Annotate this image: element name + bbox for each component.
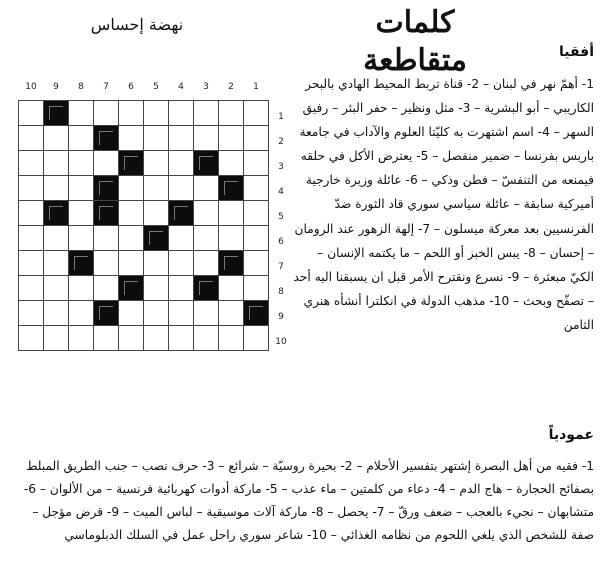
grid-cell[interactable] <box>19 226 44 251</box>
grid-cell[interactable] <box>244 251 269 276</box>
grid-cell[interactable] <box>144 151 169 176</box>
grid-cell[interactable] <box>44 151 69 176</box>
grid-cell[interactable] <box>144 326 169 351</box>
grid-cell[interactable] <box>169 251 194 276</box>
grid-cell[interactable] <box>219 326 244 351</box>
grid-cell[interactable] <box>219 301 244 326</box>
grid-cell[interactable] <box>119 301 144 326</box>
grid-cell[interactable] <box>169 326 194 351</box>
grid-cell[interactable] <box>94 251 119 276</box>
column-number: 7 <box>103 82 109 92</box>
grid-cell[interactable] <box>144 176 169 201</box>
grid-cell-black <box>119 276 144 301</box>
column-numbers <box>12 80 272 94</box>
grid-cell[interactable] <box>69 201 94 226</box>
grid-cell[interactable] <box>219 226 244 251</box>
grid-cell[interactable] <box>194 176 219 201</box>
grid-cell[interactable] <box>219 276 244 301</box>
column-number: 4 <box>178 82 184 92</box>
grid-cell-black <box>244 301 269 326</box>
grid-cell[interactable] <box>144 126 169 151</box>
grid-cell[interactable] <box>219 126 244 151</box>
column-number: 6 <box>128 82 134 92</box>
column-number: 9 <box>53 82 59 92</box>
grid-cell-black <box>119 151 144 176</box>
page-title: كلمات متقاطعة <box>363 5 467 78</box>
grid-cell-black <box>219 176 244 201</box>
grid-cell[interactable] <box>119 176 144 201</box>
grid-cell[interactable] <box>119 101 144 126</box>
grid-cell-black <box>194 276 219 301</box>
grid-cell[interactable] <box>169 126 194 151</box>
grid-cell[interactable] <box>69 176 94 201</box>
grid-cell[interactable] <box>169 226 194 251</box>
grid-cell[interactable] <box>119 251 144 276</box>
grid-cell[interactable] <box>119 326 144 351</box>
grid-cell[interactable] <box>94 151 119 176</box>
grid-cell[interactable] <box>19 201 44 226</box>
grid-cell[interactable] <box>169 301 194 326</box>
grid-cell[interactable] <box>44 251 69 276</box>
grid-cell[interactable] <box>19 126 44 151</box>
grid-cell[interactable] <box>19 151 44 176</box>
grid-cell[interactable] <box>244 326 269 351</box>
grid-cell[interactable] <box>19 326 44 351</box>
grid-cell[interactable] <box>94 101 119 126</box>
grid-cell[interactable] <box>19 101 44 126</box>
grid-cell-black <box>144 226 169 251</box>
grid-cell[interactable] <box>244 176 269 201</box>
column-number: 3 <box>203 82 209 92</box>
grid-cell[interactable] <box>69 151 94 176</box>
grid-cell-black <box>44 201 69 226</box>
grid-cell[interactable] <box>19 251 44 276</box>
grid-cell[interactable] <box>194 251 219 276</box>
column-number: 1 <box>253 82 259 92</box>
grid-cell[interactable] <box>144 251 169 276</box>
row-number: 10 <box>275 337 287 347</box>
grid-cell[interactable] <box>69 276 94 301</box>
grid-cell-black <box>94 126 119 151</box>
grid-cell[interactable] <box>94 276 119 301</box>
across-heading: أفقيا <box>558 44 594 60</box>
grid-cell[interactable] <box>19 276 44 301</box>
grid-cell-black <box>69 251 94 276</box>
grid-cell[interactable] <box>244 126 269 151</box>
grid-cell[interactable] <box>219 101 244 126</box>
column-number: 10 <box>25 82 37 92</box>
grid-cell[interactable] <box>219 151 244 176</box>
grid-cell[interactable] <box>194 101 219 126</box>
grid-cell[interactable] <box>194 301 219 326</box>
grid-cell[interactable] <box>94 326 119 351</box>
grid-cell[interactable] <box>144 276 169 301</box>
grid-cell-black <box>94 201 119 226</box>
grid-cell[interactable] <box>69 301 94 326</box>
grid-cell[interactable] <box>69 101 94 126</box>
grid-cell[interactable] <box>144 201 169 226</box>
grid-cell[interactable] <box>194 201 219 226</box>
grid-cell[interactable] <box>244 226 269 251</box>
grid-cell[interactable] <box>244 101 269 126</box>
row-number: 9 <box>278 312 284 322</box>
grid-cell[interactable] <box>244 276 269 301</box>
grid-cell[interactable] <box>194 326 219 351</box>
grid-cell[interactable] <box>44 301 69 326</box>
grid-cell-black <box>94 301 119 326</box>
grid-cell[interactable] <box>44 276 69 301</box>
crossword-grid[interactable] <box>18 100 269 351</box>
grid-cell[interactable] <box>169 151 194 176</box>
grid-cell[interactable] <box>69 126 94 151</box>
grid-cell[interactable] <box>19 176 44 201</box>
grid-cell[interactable] <box>169 176 194 201</box>
grid-cell[interactable] <box>169 101 194 126</box>
grid-cell[interactable] <box>69 226 94 251</box>
grid-cell[interactable] <box>244 151 269 176</box>
grid-cell[interactable] <box>44 226 69 251</box>
grid-cell[interactable] <box>169 276 194 301</box>
author-name: نهضة إحساس <box>90 15 184 34</box>
grid-cell[interactable] <box>69 326 94 351</box>
row-number: 3 <box>278 162 284 172</box>
grid-cell[interactable] <box>44 176 69 201</box>
grid-cell-black <box>169 201 194 226</box>
row-number: 8 <box>278 287 284 297</box>
grid-cell[interactable] <box>194 126 219 151</box>
grid-cell[interactable] <box>94 226 119 251</box>
down-heading: عمودياً <box>548 427 594 443</box>
across-clues: 1- أهمّ نهر في لبنان – 2- قناة تربط المحيط الهادي بالبحر الكاريبي – أبو البشرية – 3- مثل ونظير – حفر البئر – رفيق السهر – 4- اسم اشتهرت به كليّتا العلوم والآداب في جامعة باريس بفرنسا – ضمير منفصل – 5- يعترض الأكل في حلقه فيمنعه من التنفسّ – فطن وذكي – 6- عائلة وزيرة خارجية أميركية سابقة – عائلة سياسي سوري قاد الثورة ضدّ الفرنسيين بعد معركة ميسلون – 7- إلهة الزهور عند الرومان – إحسان – 8- يبس الخبز أو اللحم – ما يكتمه الإنسان – الكيّ مبعثرة – 9- نسرع ونقترح الأمر قبل ان يسبقنا اليه أحد – تصفّح وبحث – 10- مذهب الدولة في انكلترا أنشأه هنري الثامن <box>293 77 594 332</box>
grid-cell[interactable] <box>119 201 144 226</box>
column-number: 8 <box>78 82 84 92</box>
row-number: 2 <box>278 137 284 147</box>
column-number: 5 <box>153 82 159 92</box>
row-number: 6 <box>278 237 284 247</box>
grid-cell[interactable] <box>244 201 269 226</box>
down-clues: 1- فقيه من أهل البصرة إشتهر بتفسير الأحلام – 2- بحيرة روسيّة – شرائع – 3- حرف نصب – جنب الطريق المبلط بصفائح الحجارة – هاج الدم – 4- دعاء من كلمتين – ماء عذب – 5- ماركة أدوات كهربائية فرنسية – من الألوان – 6- متشابهان – نجيء بالعجب – ضعف ورقّ – 7- يحصل – 8- ماركة آلات موسيقية – لباس الميت – 9- قرض مؤجل – صفة للشخص الذي يلغي اللحوم من نظامه الغذائي – 10- شاعر سوري راحل عمل في السلك الدبلوماسي <box>23 459 594 542</box>
grid-cell[interactable] <box>119 226 144 251</box>
row-number: 5 <box>278 212 284 222</box>
row-numbers <box>274 100 288 360</box>
grid-cell[interactable] <box>44 326 69 351</box>
grid-cell-black <box>194 151 219 176</box>
grid-cell-black <box>44 101 69 126</box>
grid-cell-black <box>94 176 119 201</box>
grid-cell[interactable] <box>194 226 219 251</box>
grid-cell[interactable] <box>144 101 169 126</box>
column-number: 2 <box>228 82 234 92</box>
grid-cell[interactable] <box>44 126 69 151</box>
row-number: 4 <box>278 187 284 197</box>
grid-cell[interactable] <box>144 301 169 326</box>
grid-cell-black <box>219 251 244 276</box>
grid-cell[interactable] <box>119 126 144 151</box>
grid-cell[interactable] <box>19 301 44 326</box>
grid-cell[interactable] <box>219 201 244 226</box>
row-number: 7 <box>278 262 284 272</box>
row-number: 1 <box>278 112 284 122</box>
